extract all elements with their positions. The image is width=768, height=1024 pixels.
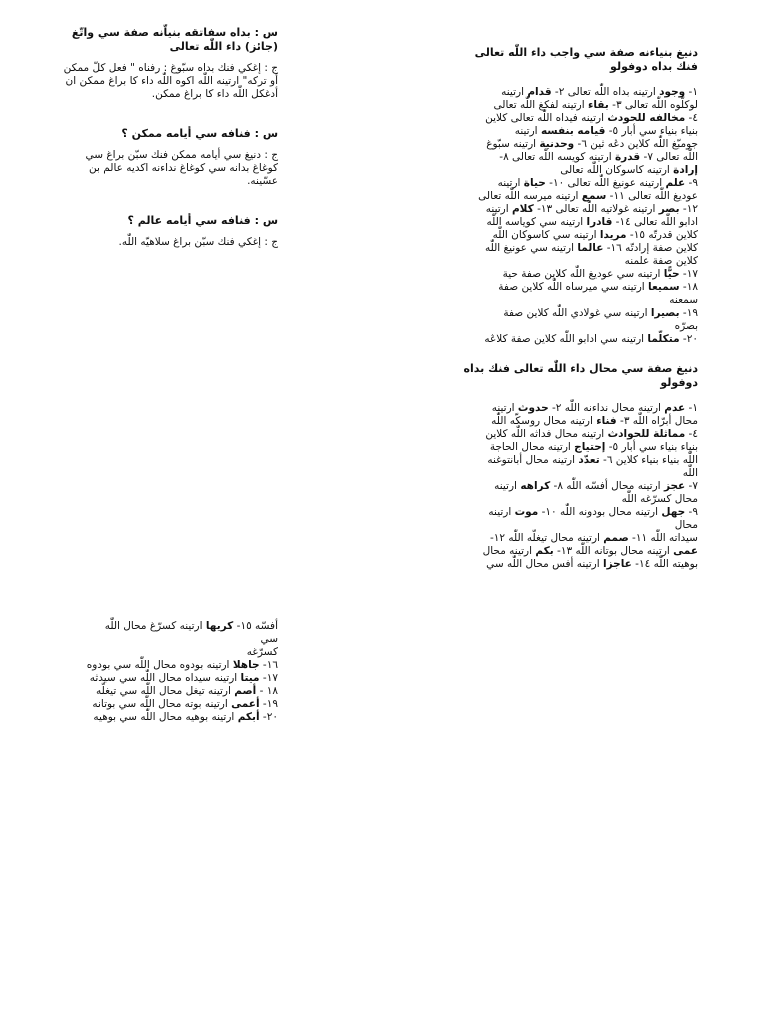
mustahil-line bbox=[462, 532, 698, 545]
wajib-line bbox=[462, 320, 698, 333]
line-text: بنياء بنياء سي أبار ٥- bbox=[605, 441, 698, 453]
keyword-term: كلام bbox=[511, 203, 534, 215]
mustahil-continuation bbox=[86, 620, 278, 724]
keyword-term: قدرة bbox=[614, 151, 641, 163]
keyword-term: موت bbox=[514, 506, 539, 518]
line-text: ارتينه فيداه اللّٰه تعالى كلاين bbox=[485, 112, 608, 124]
question-3: س : فنافه سي أيامه عالم ؟ bbox=[127, 214, 278, 227]
line-text: كسرّغه bbox=[246, 646, 278, 658]
wajib-line bbox=[462, 99, 698, 112]
keyword-term: فناء bbox=[596, 415, 617, 427]
keyword-term: مخالفه للحودث bbox=[607, 112, 686, 124]
line-text: اللّٰه bbox=[682, 467, 698, 479]
line-text: ٤- bbox=[685, 112, 698, 124]
line-text: ارتينه bbox=[491, 402, 518, 414]
line-text: ارتينه bbox=[485, 203, 512, 215]
question-2: س : فنافه سي أيامه ممكن ؟ bbox=[121, 127, 278, 140]
mustahil-line bbox=[462, 441, 698, 454]
line-text: ارتينه محال نداءنه اللّٰه ٢- bbox=[548, 402, 665, 414]
line-text: كلاين قدرتّه ١٥- bbox=[626, 229, 698, 241]
section-heading-wajib: دنيغ بنياءنه صفة سي واجب داء اللّٰه تعالى فنك بداه دوفولو bbox=[474, 46, 698, 73]
line-text: ارتينه سيداه محال اللّٰه سي سيدثه bbox=[89, 672, 241, 684]
section-heading-mustahil: دنيغ صفة سي محال داء اللّٰه تعالى فنك بداه دوفولو bbox=[463, 362, 698, 389]
keyword-term: عجز bbox=[663, 480, 686, 492]
keyword-term: قادرا bbox=[586, 216, 613, 228]
keyword-term: صمم bbox=[603, 532, 629, 544]
line-text: أفسّه ١٥- bbox=[233, 620, 278, 632]
line-text: ارتينه محال أفسّه اللّٰه ٨- bbox=[550, 480, 664, 492]
line-text: لوكلّوه اللّٰه تعالى ٣- bbox=[608, 99, 698, 111]
line-text: ارتينه سي كوياسه اللّٰه bbox=[486, 216, 587, 228]
keyword-term: حياة bbox=[523, 177, 546, 189]
keyword-term: أعمى bbox=[231, 698, 260, 710]
line-text: ارتينه محال بوتانه اللّٰه ١٣- bbox=[553, 545, 674, 557]
line-text: ١٧- bbox=[259, 672, 278, 684]
keyword-term: وجود bbox=[659, 86, 686, 98]
line-text: ارتينه غولاتيه اللّٰه تعالى ١٣- bbox=[533, 203, 659, 215]
line-text: اللّٰه بنياء بنياء كلاين ٦- bbox=[599, 454, 698, 466]
mustahil-continuation-line bbox=[86, 620, 278, 646]
question-1: س : بداه سفاتقه بنياّنه صفة سي واتّغ (جائز) داء اللّٰه تعالى bbox=[71, 26, 278, 53]
keyword-term: كراهه bbox=[520, 480, 551, 492]
mustahil-line bbox=[462, 558, 698, 571]
line-text: ١٨ - bbox=[256, 685, 278, 697]
line-text: ٢٠- bbox=[259, 711, 278, 723]
wajib-line bbox=[462, 112, 698, 125]
keyword-term: مريدا bbox=[599, 229, 627, 241]
wajib-line bbox=[462, 138, 698, 151]
keyword-term: إحتياج bbox=[574, 441, 606, 453]
line-text: ارتينه محال الحاجة bbox=[489, 441, 575, 453]
line-text: ارتينه محال بودونه اللّٰه ١٠- bbox=[538, 506, 662, 518]
mustahil-line bbox=[462, 493, 698, 506]
line-text: ٤- bbox=[685, 428, 698, 440]
wajib-line bbox=[462, 164, 698, 177]
answer-3: ج : إغكي فنك سبّن براغ سلاهيّه اللّٰه. bbox=[118, 236, 278, 248]
line-text: ارتينه bbox=[501, 86, 528, 98]
line-text: ارتينه كاسوكان اللّٰه تعالى bbox=[560, 164, 674, 176]
line-text: ادابو اللّٰه تعالى ١٤- bbox=[612, 216, 698, 228]
mustahil-line bbox=[462, 506, 698, 532]
mustahil-continuation-line bbox=[86, 646, 278, 659]
wajib-line bbox=[462, 177, 698, 190]
keyword-term: أصم bbox=[234, 685, 257, 697]
line-text: بصرّه bbox=[674, 320, 698, 332]
line-text: ارتينه سي كاسوكان اللّٰه bbox=[492, 229, 600, 241]
keyword-term: سميعا bbox=[648, 281, 680, 293]
line-text: ارتينه محال أبانتوغنه bbox=[487, 454, 579, 466]
wajib-line bbox=[462, 190, 698, 203]
line-text: ارتينه bbox=[497, 177, 524, 189]
mustahil-continuation-line bbox=[86, 711, 278, 724]
line-text: ٩- bbox=[685, 177, 698, 189]
wajib-line bbox=[462, 294, 698, 307]
keyword-term: عدم bbox=[664, 402, 686, 414]
line-text: ارتينه بوهيه محال اللّٰه سي بوهيه bbox=[93, 711, 238, 723]
wajib-line bbox=[462, 229, 698, 242]
line-text: ١٩- bbox=[679, 307, 698, 319]
line-text: ارتينه سبّوغ bbox=[486, 138, 540, 150]
keyword-term: ميتا bbox=[240, 672, 260, 684]
line-text: عوديغ اللّٰه تعالى ١١- bbox=[606, 190, 698, 202]
keyword-term: قدام bbox=[527, 86, 552, 98]
keyword-term: عاجزا bbox=[603, 558, 632, 570]
right-column bbox=[462, 46, 698, 571]
keyword-term: أبكم bbox=[237, 711, 260, 723]
keyword-term: حدوث bbox=[517, 402, 549, 414]
keyword-term: سمع bbox=[581, 190, 607, 202]
line-text: ارتينه محال bbox=[482, 545, 536, 557]
answer-1: ج : إغكي فنك بداه سبّوغ : رفناه " فعل كلّ ممكن أو تركه" ارتينه اللّٰه اكوه اللّٰه داء كا براغ ممكن ان أدغكل اللّٰه داء كا براغ ممكن. bbox=[63, 62, 278, 100]
wajib-line bbox=[462, 268, 698, 281]
mustahil-line bbox=[462, 545, 698, 558]
mustahil-line bbox=[462, 415, 698, 428]
keyword-term: تعدّد bbox=[578, 454, 600, 466]
keyword-term: وحدنية bbox=[539, 138, 575, 150]
mustahil-line bbox=[462, 402, 698, 415]
wajib-line bbox=[462, 125, 698, 138]
line-text: ارتينه لفكغ اللّٰه تعالى bbox=[493, 99, 588, 111]
keyword-term: متكلّما bbox=[647, 333, 680, 345]
line-text: بوهيته اللّٰه ١٤- bbox=[631, 558, 698, 570]
line-text: ارتينه bbox=[494, 480, 521, 492]
line-text: ارتينه أفس محال اللّٰه سي bbox=[486, 558, 603, 570]
wajib-line bbox=[462, 307, 698, 320]
line-text: ارتينه كسرّغ محال اللّٰه سي bbox=[104, 620, 278, 645]
line-text: ارتينه بودوه محال اللّٰه سي بودوه bbox=[86, 659, 233, 671]
wajib-line bbox=[462, 242, 698, 255]
line-text: ارتينه سي غولادي اللّٰه كلاين صفة bbox=[503, 307, 651, 319]
keyword-term: كريها bbox=[205, 620, 234, 632]
wajib-line bbox=[462, 333, 698, 346]
keyword-term: حيًّا bbox=[663, 268, 680, 280]
line-text: كلاين صفة إرادتّه ١٦- bbox=[603, 242, 698, 254]
keyword-term: علم bbox=[665, 177, 686, 189]
line-text: ارتينه عونيغ اللّٰه تعالى ١٠- bbox=[545, 177, 666, 189]
wajib-line bbox=[462, 151, 698, 164]
keyword-term: قيامه بنفسه bbox=[540, 125, 606, 137]
wajib-list bbox=[462, 86, 698, 346]
line-text: ١- bbox=[685, 402, 698, 414]
keyword-term: بصيرا bbox=[650, 307, 680, 319]
line-text: سمعنه bbox=[669, 294, 698, 306]
mustahil-line bbox=[462, 467, 698, 480]
line-text: ارتينه محال روسكّه اللّٰه bbox=[491, 415, 597, 427]
keyword-term: مماثلة للحوادث bbox=[607, 428, 686, 440]
line-text: ارتينه كويسه اللّٰه تعالى ٨- bbox=[499, 151, 615, 163]
answer-2: ج : دنيغ سي أيامه ممكن فنك سبّن براغ سي كوغاغ بدانه سي كوغاغ نداءنه اكديه عالم بن عسّينه. bbox=[85, 149, 278, 187]
keyword-term: عالما bbox=[577, 242, 604, 254]
mustahil-continuation-list bbox=[86, 620, 278, 724]
line-text: ١٨- bbox=[679, 281, 698, 293]
line-text: اللّٰه تعالى ٧- bbox=[640, 151, 698, 163]
wajib-line bbox=[462, 203, 698, 216]
mustahil-continuation-line bbox=[86, 672, 278, 685]
line-text: ١٧- bbox=[679, 268, 698, 280]
line-text: محال كسرّغه اللّٰه bbox=[621, 493, 698, 505]
line-text: ٧- bbox=[685, 480, 698, 492]
mustahil-line bbox=[462, 428, 698, 441]
line-text: ٢٠- bbox=[679, 333, 698, 345]
line-text: ارتينه محال bbox=[488, 506, 698, 531]
line-text: محال أبرّاه اللّٰه ٣- bbox=[616, 415, 698, 427]
keyword-term: جهل bbox=[661, 506, 686, 518]
line-text: جومبّغ اللّٰه كلاين دڠه ثين ٦- bbox=[574, 138, 698, 150]
line-text: ٩- bbox=[685, 506, 698, 518]
line-text: ارتينه محال تيغلّه اللّٰه ١٢- bbox=[489, 532, 604, 544]
line-text: ١- bbox=[685, 86, 698, 98]
mustahil-line bbox=[462, 454, 698, 467]
line-text: ارتينه سي ميرساه اللّٰه كلاين صفة bbox=[498, 281, 649, 293]
wajib-line bbox=[462, 86, 698, 99]
line-text: سيداته اللّٰه ١١- bbox=[628, 532, 698, 544]
line-text: كلاين صفة علمنه bbox=[624, 255, 698, 267]
keyword-term: جاهلا bbox=[232, 659, 260, 671]
mustahil-continuation-line bbox=[86, 685, 278, 698]
line-text: ١٢- bbox=[679, 203, 698, 215]
line-text: ارتينه bbox=[514, 125, 541, 137]
line-text: بنياء بنياء سي أبار ٥- bbox=[605, 125, 698, 137]
keyword-term: بكم bbox=[535, 545, 554, 557]
line-text: ارتينه بوته محال اللّٰه سي بوتانه bbox=[92, 698, 232, 710]
mustahil-continuation-line bbox=[86, 698, 278, 711]
line-text: ارتينه ميرسه اللّٰه تعالى bbox=[478, 190, 582, 202]
wajib-line bbox=[462, 255, 698, 268]
wajib-line bbox=[462, 216, 698, 229]
line-text: ١٦- bbox=[259, 659, 278, 671]
line-text: ارتينه بداه اللّٰه تعالى ٢- bbox=[551, 86, 660, 98]
line-text: ارتينه سي عوديغ اللّٰه كلاين صفة حية bbox=[502, 268, 664, 280]
keyword-term: بصر bbox=[658, 203, 680, 215]
wajib-line bbox=[462, 281, 698, 294]
keyword-term: إرادة bbox=[673, 164, 698, 176]
mustahil-continuation-line bbox=[86, 659, 278, 672]
keyword-term: بقاء bbox=[588, 99, 609, 111]
mustahil-list bbox=[462, 402, 698, 571]
mustahil-line bbox=[462, 480, 698, 493]
qa-column bbox=[62, 26, 278, 249]
line-text: ١٩- bbox=[259, 698, 278, 710]
line-text: ارتينه تيغل محال اللّٰه سي تيغلّه bbox=[95, 685, 235, 697]
line-text: ارتينه سي ادابو اللّٰه كلاين صفة كلاڠه bbox=[484, 333, 648, 345]
keyword-term: عمى bbox=[673, 545, 698, 557]
line-text: ارتينه محال فداثه اللّٰه كلاين bbox=[485, 428, 608, 440]
line-text: ارتينه سي عونيغ اللّٰه bbox=[484, 242, 578, 254]
